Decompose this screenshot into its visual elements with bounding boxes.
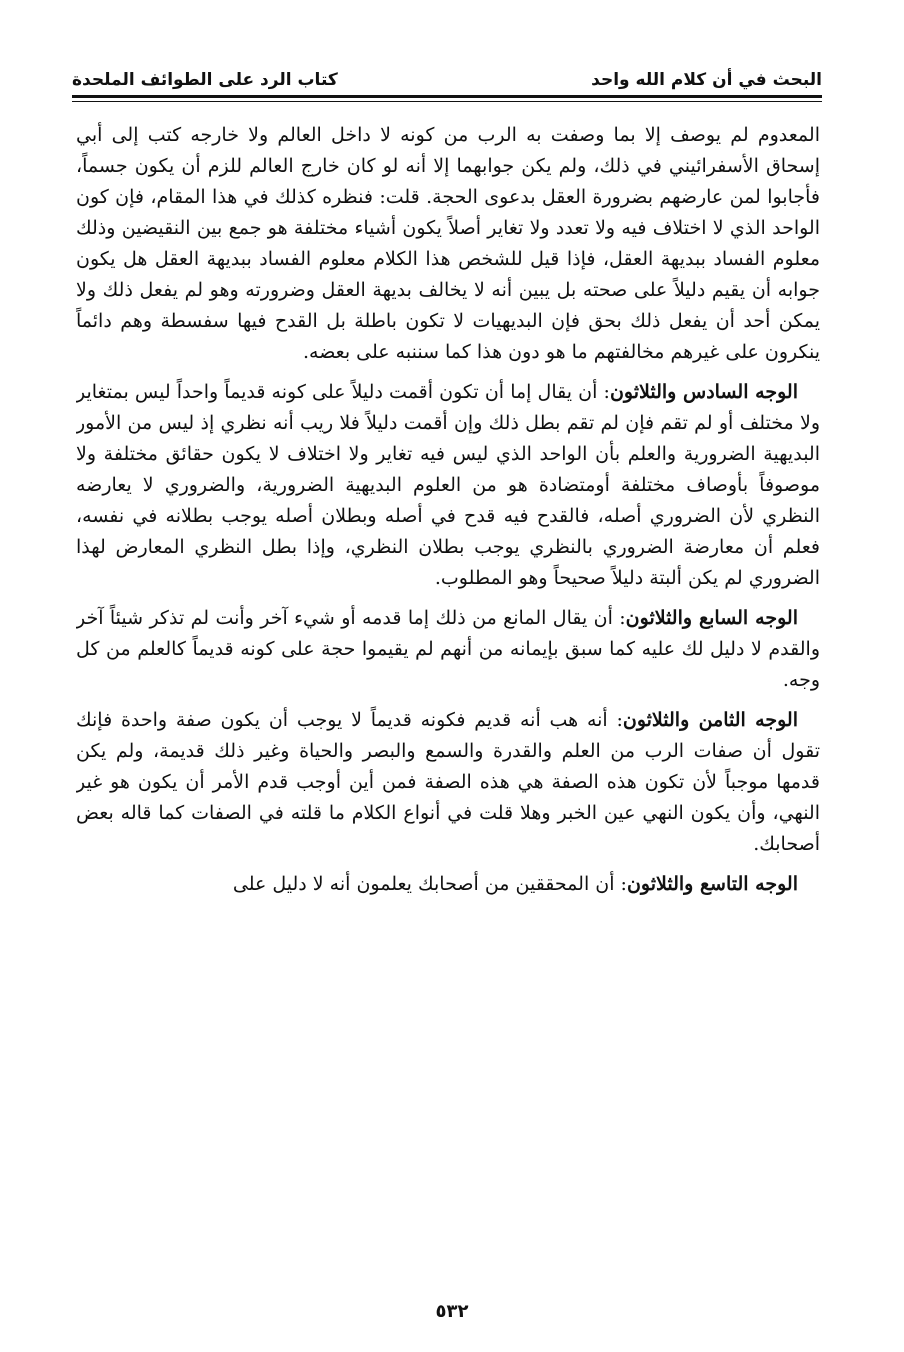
paragraph-text: : أن المحققين من أصحابك يعلمون أنه لا دليل على [232,873,627,895]
paragraph-aspect-36 [76,377,820,594]
running-header [72,58,822,92]
paragraph-heading: الوجه الثامن والثلاثون [622,709,798,731]
body-text [76,120,820,1285]
page-number: ٥٣٢ [435,1301,469,1322]
paragraph-heading: الوجه التاسع والثلاثون [626,873,798,895]
paragraph-text: المعدوم لم يوصف إلا بما وصفت به الرب من كونه لا داخل العالم ولا خارجه كتب إلى أبي إسحاق الأسفرائيني في ذلك، ولم يكن جوابهما إلا أنه لو كان خارج العالم للزم أن يكون جسماً، فأجابوا لمن عارضهم بضرورة العقل بدعوى الحجة. قلت: فنظره كذلك في هذا المقام، فإن كون الواحد الذي لا اختلاف فيه ولا تعدد ولا تغاير أصلاً يكون أشياء مختلفة هو جمع بين النقيضين وذلك معلوم الفساد ببديهة العقل، فإذا قيل للشخص هذا الكلام معلوم الفساد ببديهة العقل هل يكون جوابه أن يقيم دليلاً على صحته بل يبين أنه لا يخالف بديهة العقل وضرورته وهو لم يفعل ذلك ولا يمكن أحد أن يفعل ذلك بحق فإن البديهيات لا تكون باطلة بل القدح فيها سفسطة وهم دائماً ينكرون على غيرهم مخالفتهم ما هو دون هذا كما سننبه على بعضه. [76,124,820,363]
paragraph-continuation [76,120,820,368]
paragraph-heading: الوجه السادس والثلاثون [609,381,798,403]
header-book-title: كتاب الرد على الطوائف الملحدة [72,70,338,90]
paragraph-text: : أن يقال إما أن تكون أقمت دليلاً على كونه قديماً واحداً ليس بمتغاير ولا مختلف أو لم تقم فإن لم تقم بطل ذلك وإن أقمت دليلاً فلا ريب أنه نظري إذ ليس من الأمور البديهية الضرورية والعلم بأن الواحد الذي ليس فيه تغاير ولا اختلاف لا يكون حقائق مختلفة ولا موصوفاً بأوصاف مختلفة أومتضادة هو من العلوم البديهية الضرورية، والضروري لا يعارضه النظري لأن الضروري أصله، فالقدح فيه قدح في أصله وبطلان أصله يوجب بطلانه في نفسه، فعلم أن معارضة الضروري بالنظري يوجب بطلان النظري، وإذا بطل النظري المعارض لهذا الضروري لم يكن ألبتة دليلاً صحيحاً وهو المطلوب. [76,381,820,589]
paragraph-aspect-39 [76,869,820,900]
header-rule-thick [72,95,822,98]
paragraph-aspect-38 [76,705,820,860]
header-rule-thin [72,101,822,102]
paragraph-text: : أنه هب أنه قديم فكونه قديماً لا يوجب أن يكون صفة واحدة فإنك تقول أن صفات الرب من العلم والقدرة والسمع والبصر والحياة وغير ذلك قديمة، ولم يكن قدمها موجباً لأن تكون هذه الصفة هي هذه الصفة فمن أين أوجب قدم الأمر أن يكون هو غير النهي، وأن يكون النهي عين الخبر وهلا قلت في أنواع الكلام ما قلته في الصفات كما قاله بعض أصحابك. [76,709,820,855]
paragraph-heading: الوجه السابع والثلاثون [625,607,798,629]
paragraph-text: : أن يقال المانع من ذلك إما قدمه أو شيء آخر وأنت لم تذكر شيئاً آخر والقدم لا دليل لك عليه كما سبق بإيمانه من أنهم لم يقيموا حجة على كونه قديماً كالعلم من كل وجه. [76,607,820,691]
paragraph-aspect-37 [76,603,820,696]
header-chapter-title: البحث في أن كلام الله واحد [591,70,822,90]
